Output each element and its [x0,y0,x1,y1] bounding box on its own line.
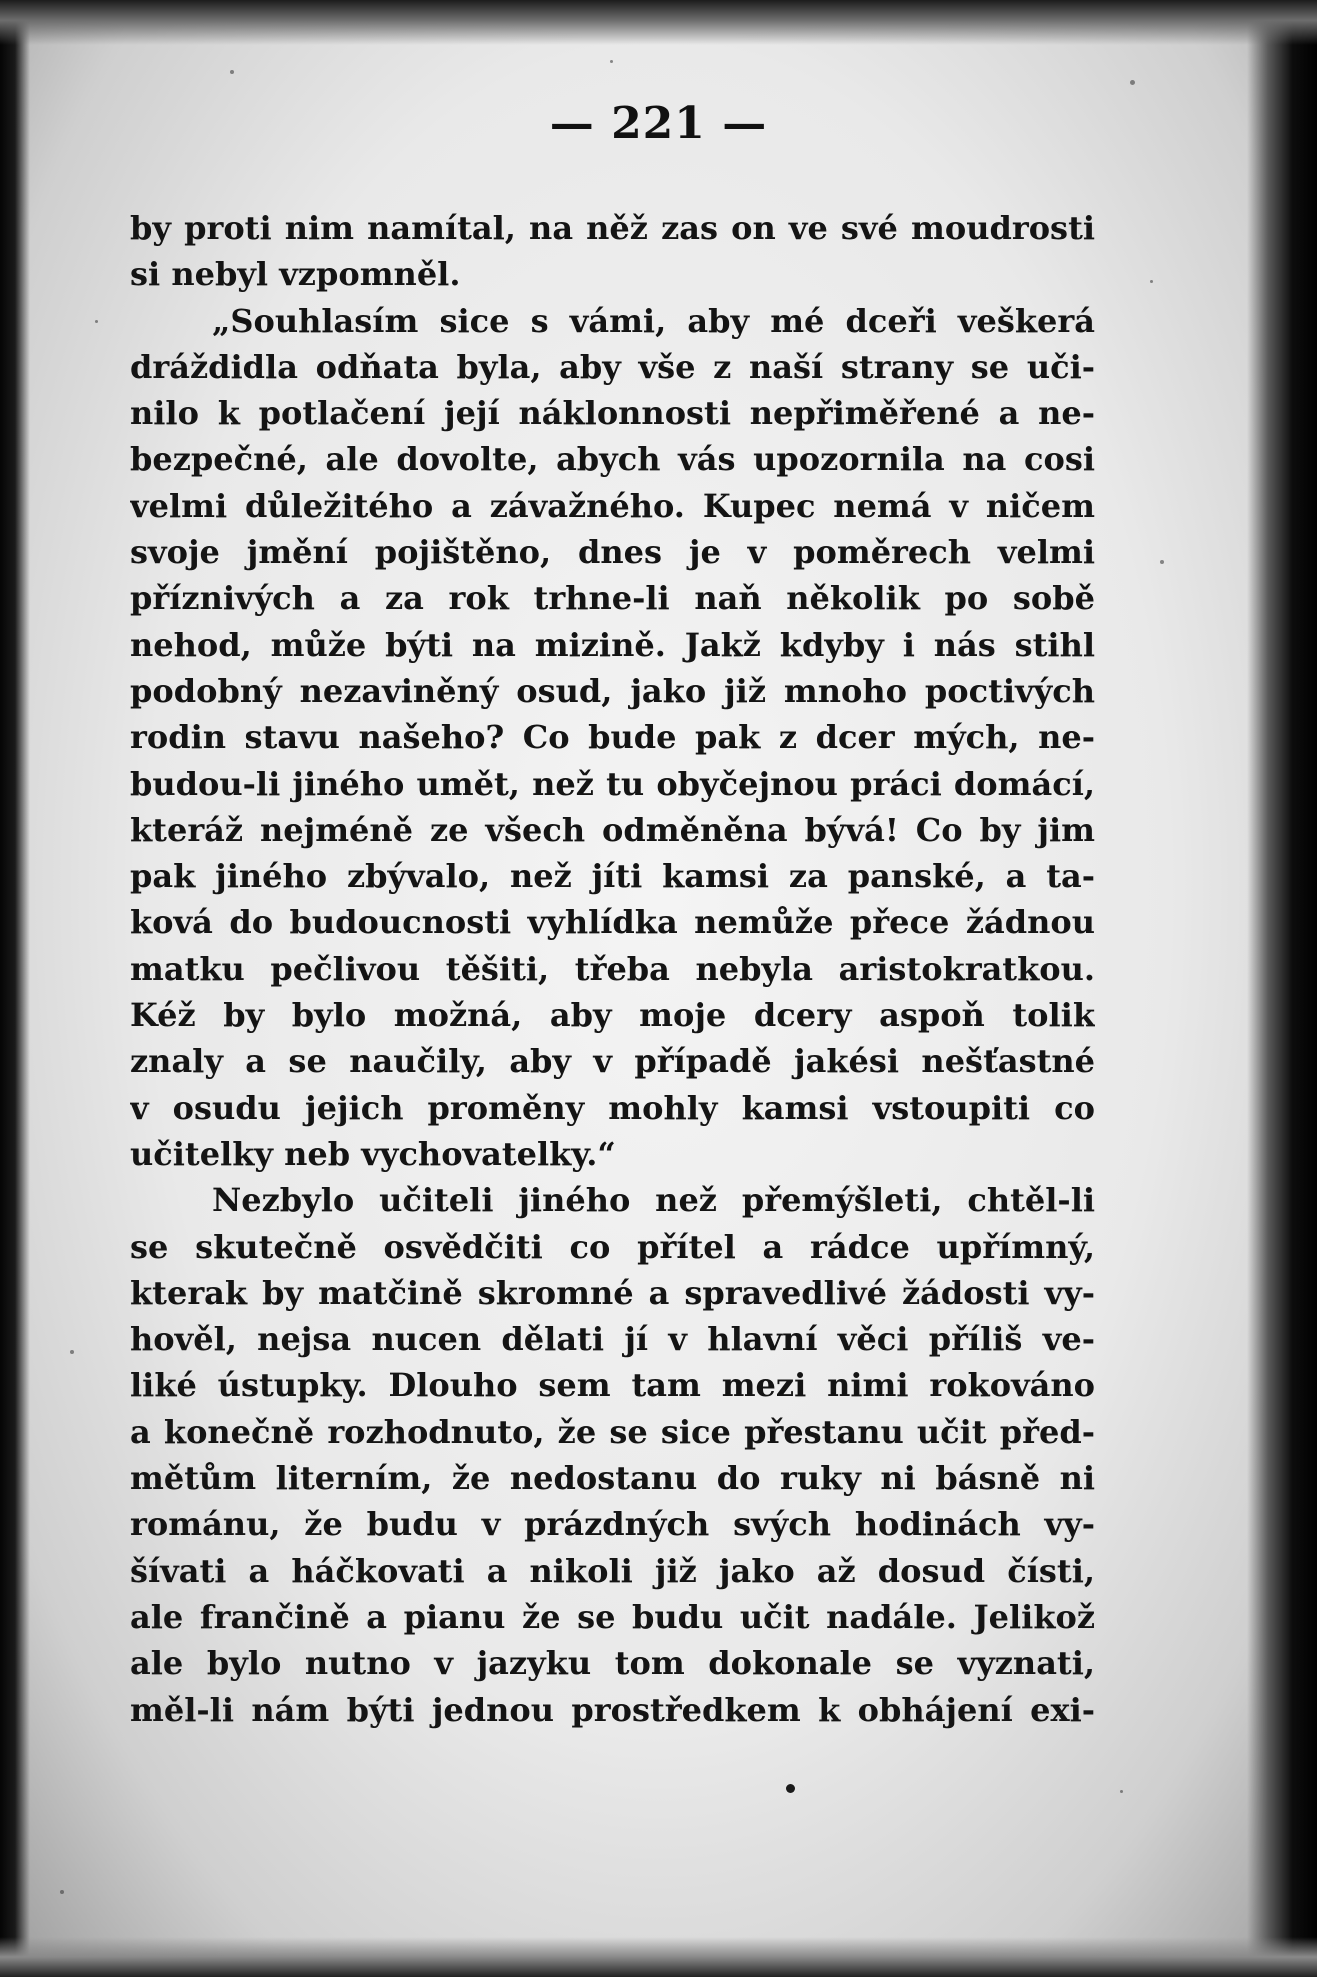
scan-speck [95,320,98,323]
text-line: znaly a se naučily, aby v případě jakési nešťastné [130,1042,1095,1081]
text-line: kteráž nejméně ze všech odměněna bývá! Co by jim [130,810,1095,849]
text-line: velmi důležitého a závažného. Kupec nemá v ničem [130,486,1095,525]
text-line: „Souhlasím sice s vámi, aby mé dceři veškerá [212,301,1095,340]
text-line: Kéž by bylo možná, aby moje dcery aspoň tolik [130,996,1095,1035]
scan-speck [60,1890,64,1894]
text-line: dráždidla odňata byla, aby vše z naší strany se uči- [130,347,1095,386]
scan-speck [1130,80,1135,85]
text-line: mětům literním, že nedostanu do ruky ni básně ni [130,1459,1095,1498]
text-line: příznivých a za rok trhne-li naň několik po sobě [130,579,1095,618]
text-line: a konečně rozhodnuto, že se sice přestanu učit před- [130,1412,1095,1451]
ink-dot [786,1784,795,1793]
text-line: by proti nim namítal, na něž zas on ve své moudrosti [130,209,1095,247]
text-line: hověl, nejsa nucen dělati jí v hlavní věci příliš ve- [130,1320,1095,1359]
text-line: měl-li nám býti jednou prostředkem k obhájení exi- [130,1690,1095,1729]
page-number: — 221 — [549,98,768,149]
text-line: si nebyl vzpomněl. [130,255,461,294]
scan-border-top [0,0,1317,45]
text-line: ale frančině a pianu že se budu učit nadále. Jelikož [130,1597,1095,1636]
scan-speck [1150,280,1153,283]
text-line: svoje jmění pojištěno, dnes je v poměrech velmi [130,533,1095,572]
scan-border-bottom [0,1937,1317,1977]
scan-border-right [1247,0,1317,1977]
text-line: kterak by matčině skromné a spravedlivé žádosti vy- [130,1273,1095,1312]
text-line: učitelky neb vychovatelky.“ [130,1134,616,1173]
text-line: nehod, může býti na mizině. Jakž kdyby i nás stihl [130,625,1095,664]
scan-speck [230,70,234,74]
body-text [130,205,1095,1733]
text-line: šívati a háčkovati a nikoli již jako až dosud čísti, [130,1551,1095,1590]
text-line: bezpečné, ale dovolte, abych vás upozornila na cosi [130,440,1095,479]
text-line: liké ústupky. Dlouho sem tam mezi nimi rokováno [130,1366,1095,1405]
scan-speck [610,60,613,63]
text-line: nilo k potlačení její náklonnosti nepřiměřené a ne- [130,394,1095,433]
text-line: ková do budoucnosti vyhlídka nemůže přece žádnou [130,903,1095,942]
text-line: románu, že budu v prázdných svých hodinách vy- [130,1505,1095,1544]
text-line: se skutečně osvědčiti co přítel a rádce upřímný, [130,1227,1095,1266]
scan-speck [1160,560,1164,564]
text-line: rodin stavu našeho? Co bude pak z dcer mých, ne- [130,718,1095,757]
text-line: budou-li jiného umět, než tu obyčejnou práci domácí, [130,764,1095,803]
text-line: matku pečlivou těšiti, třeba nebyla aristokratkou. [130,949,1095,988]
text-line: podobný nezaviněný osud, jako již mnoho poctivých [130,671,1095,710]
scan-border-left [0,0,30,1977]
text-line: ale bylo nutno v jazyku tom dokonale se vyznati, [130,1644,1095,1683]
text-line: pak jiného zbývalo, než jíti kamsi za panské, a ta- [130,857,1095,896]
scan-speck [1120,1790,1123,1793]
scan-speck [70,1350,74,1354]
text-line: Nezbylo učiteli jiného než přemýšleti, chtěl-li [212,1181,1095,1220]
text-line: v osudu jejich proměny mohly kamsi vstoupiti co [130,1088,1095,1127]
